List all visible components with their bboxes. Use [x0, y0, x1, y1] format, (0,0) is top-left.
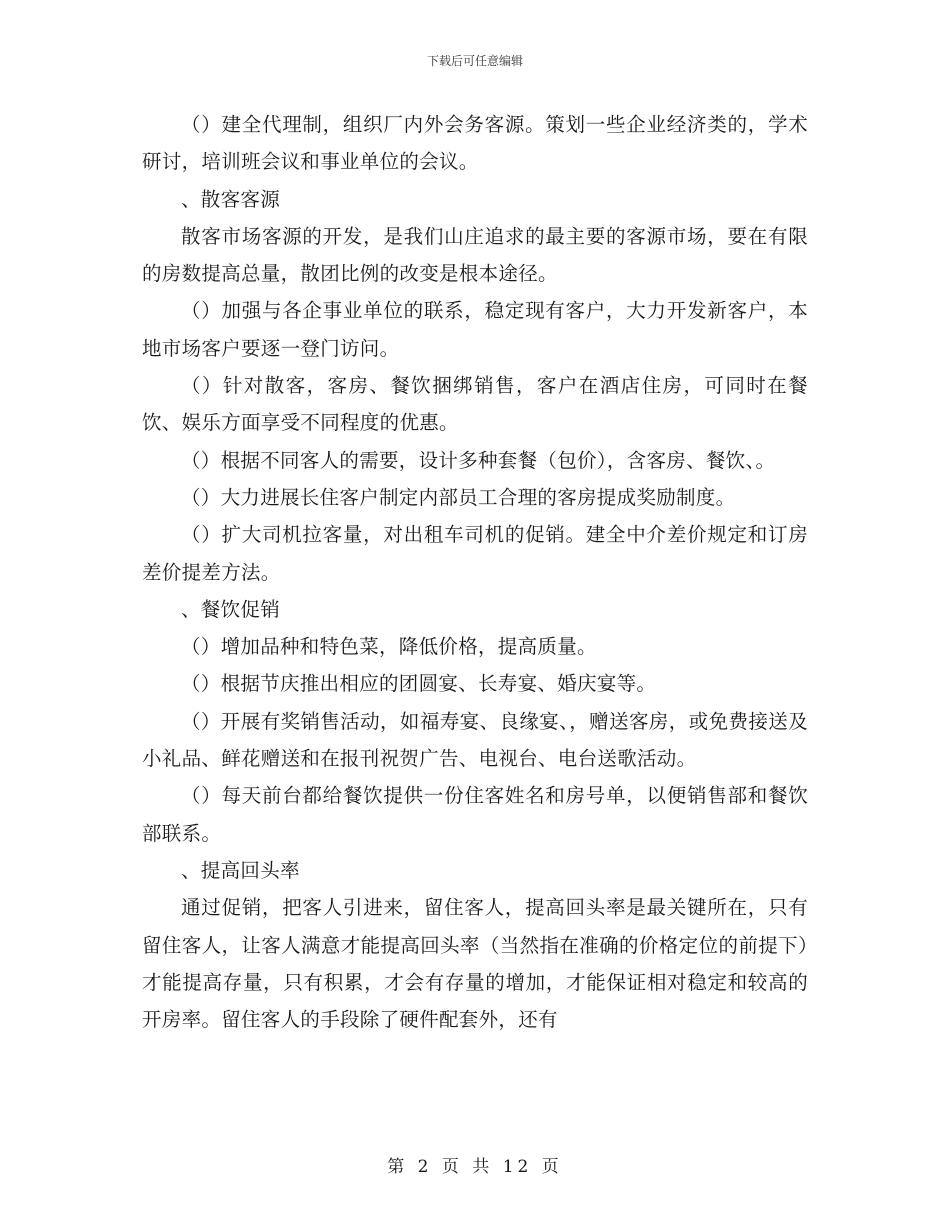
- page-number-footer: 第 2 页 共 12 页: [387, 1157, 563, 1177]
- paragraph: （）扩大司机拉客量，对出租车司机的促销。建全中介差价规定和订房差价提差方法。: [142, 523, 808, 584]
- section-heading: 、餐饮促销: [181, 597, 281, 621]
- paragraph: （）大力进展长住客户制定内部员工合理的客房提成奖励制度。: [181, 485, 736, 509]
- paragraph: （）每天前台都给餐饮提供一份住客姓名和房号单，以便销售部和餐饮部联系。: [142, 784, 808, 845]
- page-header: 下载后可任意编辑: [426, 54, 523, 68]
- paragraph: （）根据不同客人的需要，设计多种套餐（包价），含客房、餐饮、。: [181, 448, 776, 472]
- document-body: [142, 106, 808, 1038]
- paragraph: （）建全代理制，组织厂内外会务客源。策划一些企业经济类的，学术研讨，培训班会议和事业单位的会议。: [142, 113, 808, 174]
- paragraph: （）针对散客，客房、餐饮捆绑销售，客户在酒店住房，可同时在餐饮、娱乐方面享受不同程度的优惠。: [142, 374, 808, 435]
- paragraph: （）开展有奖销售活动，如福寿宴、良缘宴、，赠送客房，或免费接送及小礼品、鲜花赠送和在报刊祝贺广告、电视台、电台送歌活动。: [142, 709, 808, 771]
- section-heading: 、散客客源: [181, 187, 281, 211]
- paragraph: （）加强与各企事业单位的联系，稳定现有客户，大力开发新客户，本地市场客户要逐一登门访问。: [142, 299, 808, 360]
- paragraph: 通过促销，把客人引进来，留住客人，提高回头率是最关键所在，只有留住客人，让客人满意才能提高回头率（当然指在准确的价格定位的前提下）才能提高存量，只有积累，才会有存量的增加，才能保证相对稳定和较高的开房率。留住客人的手段除了硬件配套外，还有: [142, 896, 808, 1032]
- paragraph: 散客市场客源的开发，是我们山庄追求的最主要的客源市场，要在有限的房数提高总量，散团比例的改变是根本途径。: [142, 224, 808, 286]
- paragraph: （）增加品种和特色菜，降低价格，提高质量。: [181, 635, 597, 659]
- paragraph: （）根据节庆推出相应的团圆宴、长寿宴、婚庆宴等。: [181, 672, 657, 696]
- section-heading: 、提高回头率: [181, 858, 300, 882]
